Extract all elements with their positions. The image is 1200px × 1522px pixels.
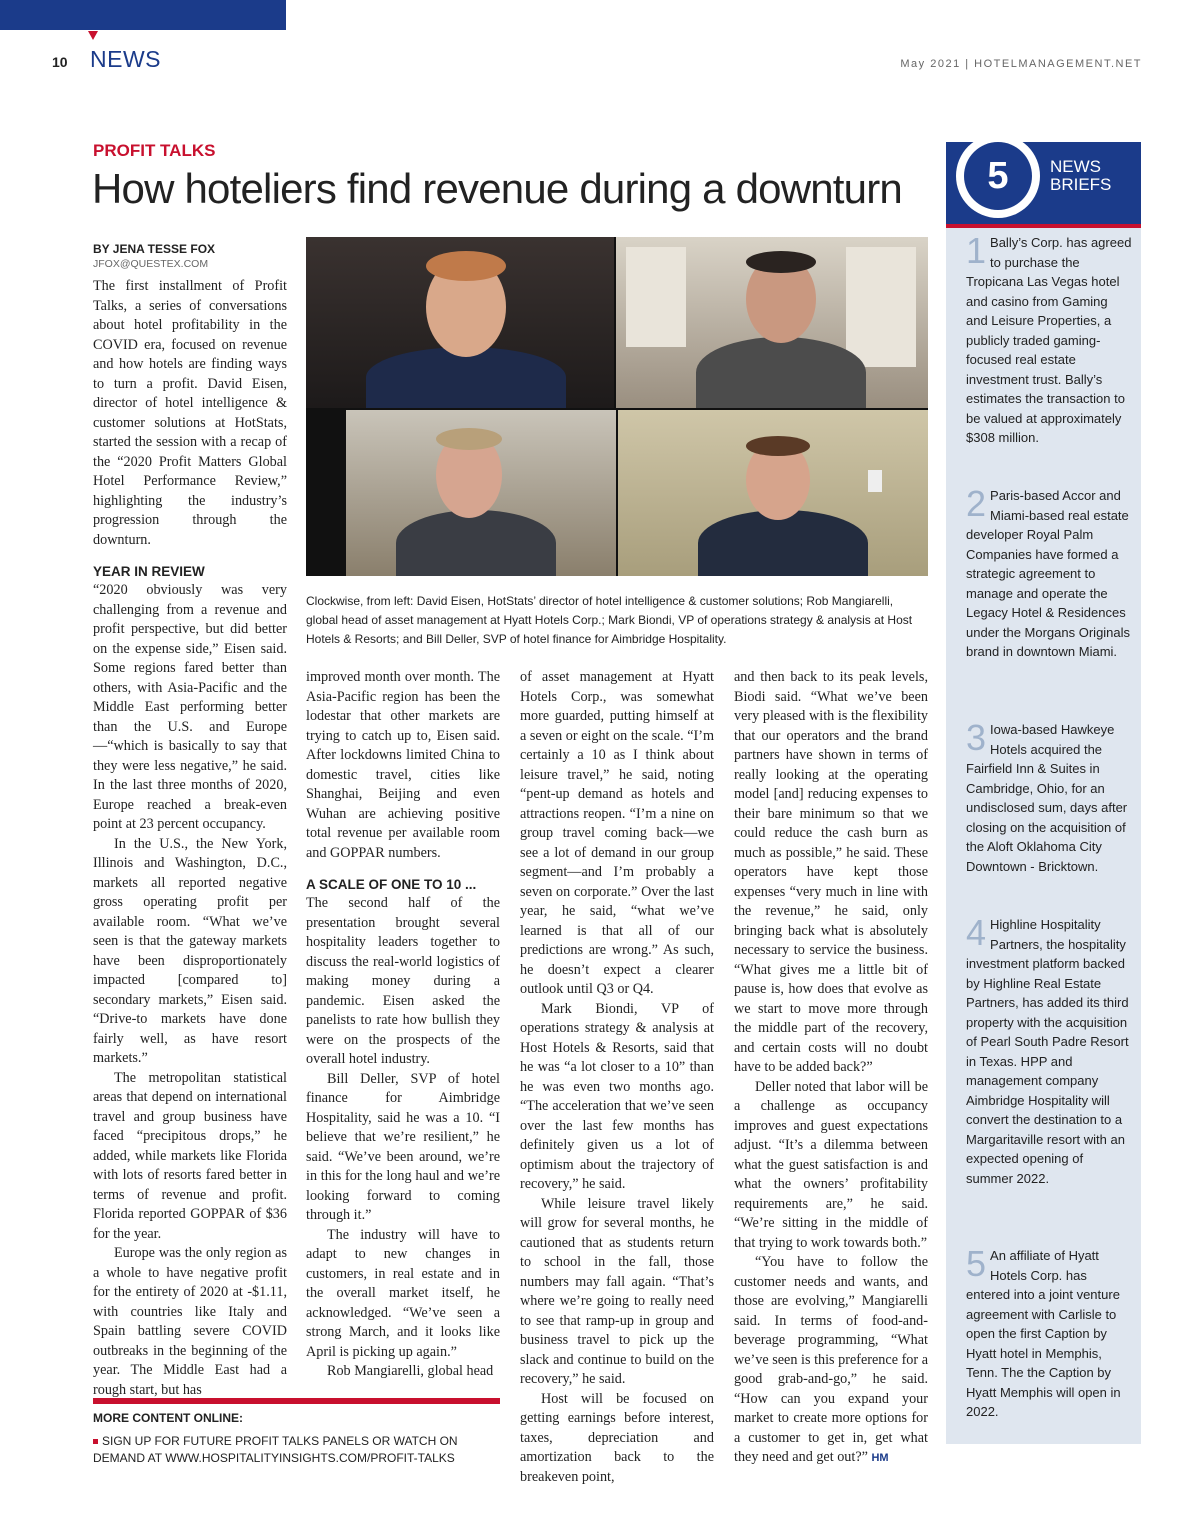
badge-number: 5: [964, 142, 1032, 210]
page-number: 10: [52, 54, 68, 70]
paragraph: Host will be focused on getting earnings before interest, taxes, depreciation and amortization back to the breakeven point,: [520, 1390, 714, 1485]
end-mark: HM: [871, 1452, 889, 1464]
header-marker-triangle: [88, 31, 98, 40]
more-content-rule: [93, 1398, 500, 1404]
photo-panel-eisen: [306, 237, 614, 408]
paragraph: Bill Deller, SVP of hotel finance for Aimbridge Hospitality, said he was a 10. “I believe that we’re resilient,” he said. “We’ve been around, we’re in this for the long haul and we’re looking forward to coming through it.”: [306, 1070, 500, 1223]
brief-number: 5: [966, 1243, 987, 1284]
paragraph: Mark Biondi, VP of operations strategy & analysis at Host Hotels & Resorts, said that he was “a lot closer to a 10” than he was even two months ago. “The acceleration that we’ve seen over the last few months has definitely given us a lot of optimism about the trajectory of recovery,” he said.: [520, 1000, 714, 1192]
paragraph: Rob Mangiarelli, global head: [327, 1363, 494, 1379]
brief-text: Highline Hospitality Partners, the hospitality investment platform backed by Highline Real Estate Partners, has added its third property with the acquisition of Pearl South Padre Resort in Texas. HPP and management company Aimbridge Hospitality will convert the destination to a Margaritaville resort with an expected opening of summer 2022.: [966, 917, 1129, 1186]
article-kicker: PROFIT TALKS: [93, 141, 216, 160]
paragraph: “2020 obviously was very challenging from a revenue and profit perspective, but did better on the expense side,” Eisen said. Some regions fared better than others, with Asia-Pacific and the Middle East performing better than the U.S. and Europe—“which is basically to say that they were less negative,” he said. In the last three months of 2020, Europe reached a break-even point at 23 percent occupancy.: [93, 582, 287, 832]
paragraph: The industry will have to adapt to new changes in customers, in real estate and in the overall market itself, he acknowledged. “We’ve seen a strong March, and it looks like April is picking up again.”: [306, 1226, 500, 1360]
article-column-3: [520, 668, 714, 1487]
sidebar-title-line2: BRIEFS: [1050, 175, 1112, 194]
brief-text: Paris-based Accor and Miami-based real estate developer Royal Palm Companies have formed a strategic agreement to manage and operate the Legacy Hotel & Residences under the Morgans Originals brand in downtown Miami.: [966, 488, 1131, 659]
article-headline: How hoteliers find revenue during a downturn: [92, 165, 902, 212]
author-email[interactable]: JFOX@QUESTEX.COM: [93, 258, 209, 270]
paragraph-text: “You have to follow the customer needs and wants, and those are evolving,” Mangiarelli said. In terms of food-and-beverage programming, “What we’ve seen is this preference for a good grab-and-go,” he said. “How can you expand your market to create more options for a customer to get in, get what they need and get out?”: [734, 1254, 928, 1465]
article-column-1: [93, 277, 287, 1400]
sidebar-title-line1: NEWS: [1050, 157, 1101, 176]
bullet-icon: [93, 1439, 98, 1444]
paragraph: The second half of the presentation brought several hospitality leaders together to discuss the real-world logistics of making money during a pandemic. Eisen asked the panelists to rate how bullish they were on the prospects of the overall hotel industry.: [306, 895, 500, 1067]
video-call-photo: [306, 237, 928, 576]
sidebar-title: [1050, 158, 1111, 194]
paragraph: The first installment of Profit Talks, a series of conversations about hotel profitability in the COVID era, focused on revenue and how hotels are finding ways to turn a profit. David Eisen, director of hotel intelligence & customer solutions at HotStats, started the session with a recap of the “2020 Profit Matters Global Hotel Performance Review,” highlighting the industry’s progression through the downturn.: [93, 278, 287, 548]
news-brief-4: [966, 912, 1132, 1188]
photo-panel-deller: [346, 410, 616, 576]
more-content-text[interactable]: SIGN UP FOR FUTURE PROFIT TALKS PANELS OR WATCH ON DEMAND AT WWW.HOSPITALITYINSIGHTS.COM/PROFIT-TALKS: [93, 1434, 458, 1465]
news-brief-3: [966, 717, 1132, 876]
briefs-count-badge: [956, 134, 1040, 218]
photo-caption: Clockwise, from left: David Eisen, HotStats’ director of hotel intelligence & customer solutions; Rob Mangiarelli, global head of asset management at Hyatt Hotels Corp.; Mark Biondi, VP of operations strategy & analysis at Host Hotels & Resorts; and Bill Deller, SVP of hotel finance for Aimbridge Hospitality.: [306, 594, 913, 646]
article-column-4: [734, 668, 928, 1468]
issue-line: May 2021 | HOTELMANAGEMENT.NET: [900, 58, 1142, 70]
paragraph: Europe was the only region as a whole to have negative profit for the entirety of 2020 at -$1.11, with countries like Italy and Spain battling severe COVID outbreaks in the beginning of the year. The Middle East had a rough start, but has: [93, 1245, 287, 1398]
paragraph: Deller noted that labor will be a challenge as occupancy improves and guest expectations adjust. “It’s a dilemma between what the guest satisfaction is and what the owners’ profitability requirements are,” he said. “We’re sitting in the middle of that trying to work towards both.”: [734, 1078, 928, 1251]
subhead: A SCALE OF ONE TO 10 ...: [306, 877, 477, 892]
paragraph: [734, 1253, 928, 1468]
photo-panel-mangiarelli: [616, 237, 928, 408]
sidebar-header-rule: [946, 224, 1141, 228]
paragraph: of asset management at Hyatt Hotels Corp., was somewhat more guarded, putting himself at a seven or eight on the scale. “I’m certainly a 10 as I think about leisure travel,” he said, noting “pent-up demand as hotels and attractions reopen. “I’m a nine on group travel coming back—we see a lot of demand in our group segment—and I’m probably a seven on corporate.” Over the last year, he said, “what we’ve learned is that all of our predictions are wrong.” As such, he doesn’t expect a clearer outlook until Q3 or Q4.: [520, 669, 714, 997]
article-column-2: [306, 668, 500, 1382]
brief-number: 2: [966, 483, 987, 524]
brief-number: 1: [966, 230, 987, 271]
paragraph: The metropolitan statistical areas that depend on international travel and group business have faced “precipitous drops,” he added, while markets like Florida with lots of resorts fared better in terms of revenue and profit. Florida reported GOPPAR of $36 for the year.: [93, 1069, 287, 1242]
brief-text: An affiliate of Hyatt Hotels Corp. has entered into a joint venture agreement with Carlisle to open the first Caption by Hyatt hotel in Memphis, Tenn. The the Caption by Hyatt Memphis will open in 2022.: [966, 1248, 1121, 1419]
brief-number: 4: [966, 912, 987, 953]
more-content-title: MORE CONTENT ONLINE:: [93, 1411, 243, 1425]
paragraph: and then back to its peak levels, Biodi said. “What we’ve been very pleased with is the flexibility that our operators and the brand partners have shown in terms of really looking at the operating model [and] reducing expenses to their bare minimum so that we could reduce the cash burn as much as possible,” he said. These operators have kept those expenses “very much in line with the revenue,” he said, only bringing back what is absolutely necessary to service the business. “What gives me a little bit of pause is, how does that evolve as we start to move more through the middle part of the recovery, and certain costs will no doubt have to be added back?”: [734, 669, 928, 1075]
brief-number: 3: [966, 717, 987, 758]
news-brief-2: [966, 483, 1132, 662]
more-content-link[interactable]: [93, 1433, 503, 1467]
news-brief-1: [966, 230, 1132, 448]
paragraph: While leisure travel likely will grow for several months, he cautioned that as students return to school in the fall, those numbers may fall again. “That’s where we’re going to really need to see that ramp-up in group and business travel to pick up the slack and continue to build on the recovery,” he said.: [520, 1195, 714, 1387]
subhead: YEAR IN REVIEW: [93, 564, 205, 579]
section-label: NEWS: [90, 46, 161, 72]
news-brief-5: [966, 1243, 1132, 1422]
header-color-bar: [0, 0, 286, 30]
photo-panel-biondi: [618, 410, 928, 576]
byline: BY JENA TESSE FOX: [93, 242, 216, 256]
brief-text: Iowa-based Hawkeye Hotels acquired the Fairfield Inn & Suites in Cambridge, Ohio, for an undisclosed sum, days after closing on the acquisition of the Aloft Oklahoma City Downtown - Bricktown.: [966, 722, 1128, 874]
paragraph: improved month over month. The Asia-Pacific region has been the lodestar that other markets are trying to catch up to, Eisen said. After lockdowns limited China to domestic travel, cities like Shanghai, Beijing and even Wuhan are achieving positive total revenue per available room and GOPPAR numbers.: [306, 669, 500, 861]
brief-text: Bally’s Corp. has agreed to purchase the Tropicana Las Vegas hotel and casino from Gaming and Leisure Properties, a publicly traded gaming-focused real estate investment trust. Bally’s estimates the transaction to be valued at approximately $308 million.: [966, 235, 1132, 445]
news-briefs-sidebar: [946, 142, 1141, 1444]
paragraph: In the U.S., the New York, Illinois and Washington, D.C., markets all reported negative gross operating profit per available room. “What we’ve seen is that the gateway markets have been disproportionately impacted [compared to] secondary markets,” Eisen said. “Drive-to markets have done fairly well, as have resort markets.”: [93, 835, 287, 1066]
